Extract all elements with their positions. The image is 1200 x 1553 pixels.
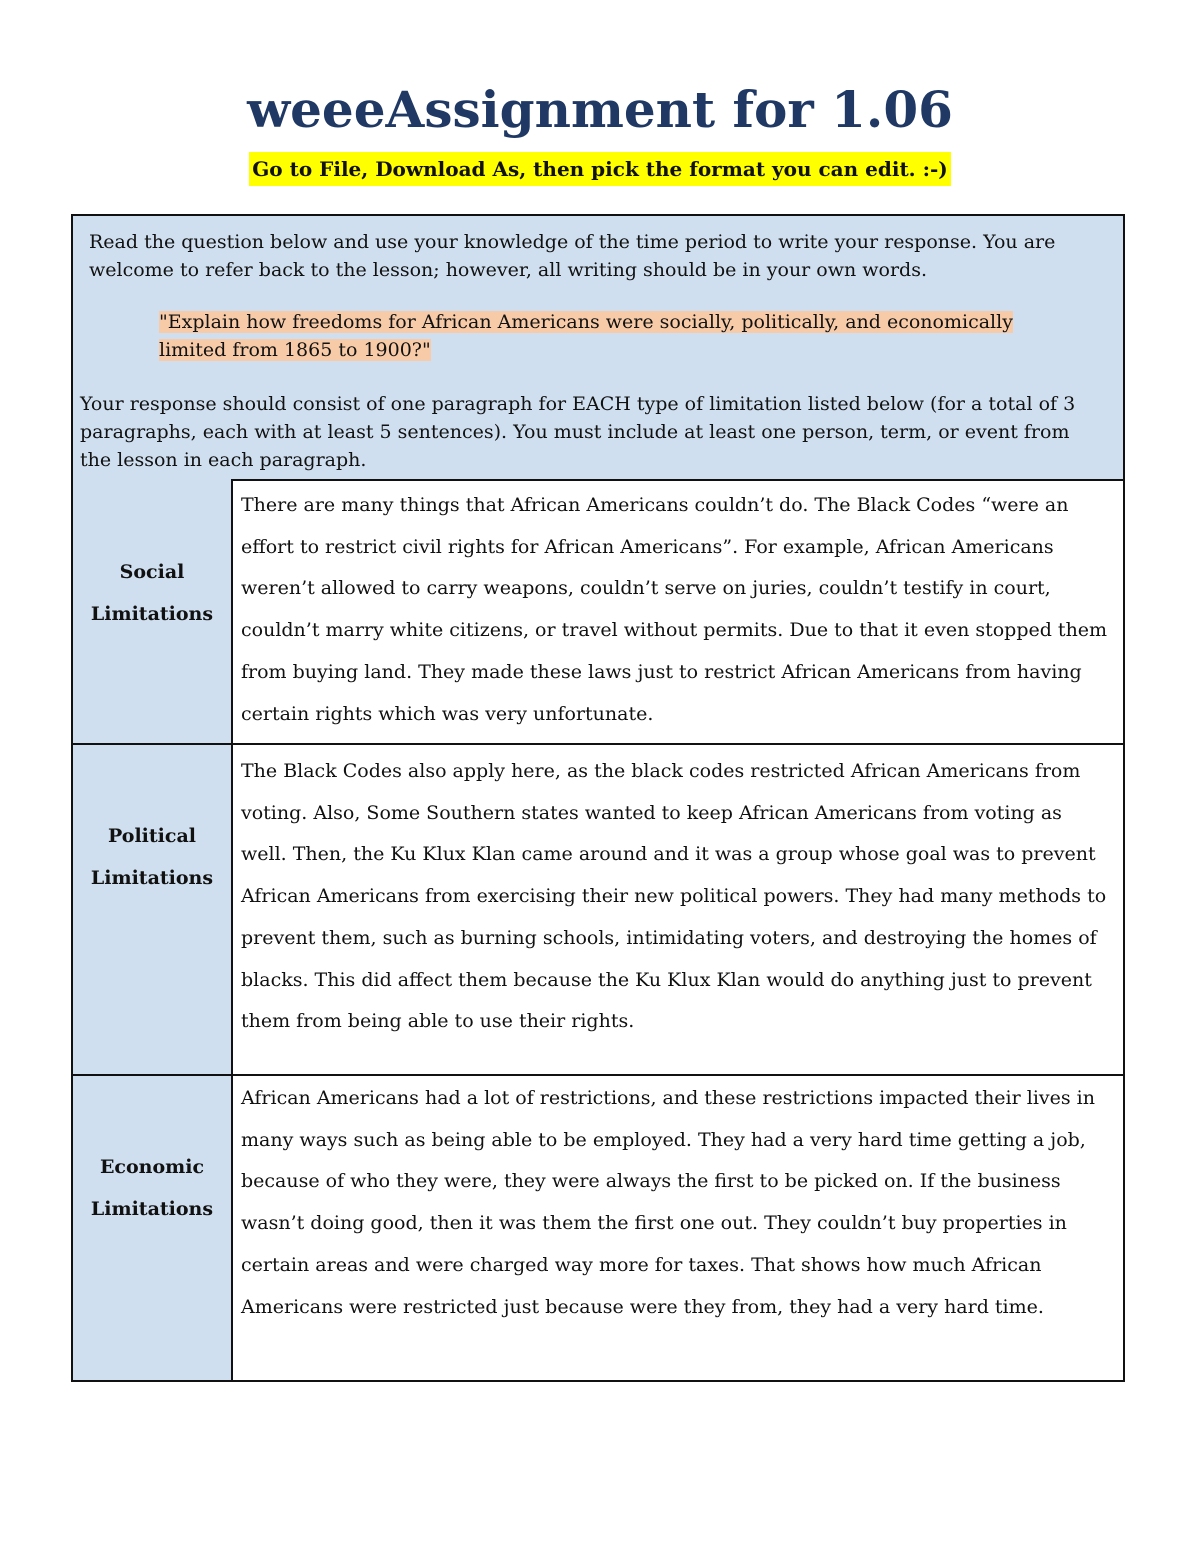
answer-economic[interactable]: African Americans had a lot of restrictions, and these restrictions impacted their lives in many ways such as being able to be employed. They had a very hard time getting a job, because of who they were, they were always the first to be picked on. If the business wasn’t doing good, then it was them the first one out. They couldn’t buy properties in certain areas and were charged way more for taxes. That shows how much African Americans were restricted just because were they from, they had a very hard time. [241, 1087, 1095, 1318]
instructions-intro: Read the question below and use your knowledge of the time period to write your response. You are welcome to refer back to the lesson; however, all writing should be in your own words. [89, 231, 1056, 281]
table-row-economic [73, 1076, 1123, 1380]
subtitle-container [0, 152, 1200, 186]
essay-question-text: "Explain how freedoms for African Americans were socially, politically, and economically limited from 1865 to 1900?" [159, 311, 1013, 361]
document-title: weeeAssignment for 1.06 [247, 80, 953, 139]
response-requirements: Your response should consist of one paragraph for EACH type of limitation listed below (for a total of 3 paragraphs, each with at least 5 sentences). You must include at least one person, term, or event from the lesson in each paragraph. [80, 393, 1076, 471]
row-label-social: Social Limitations [90, 561, 214, 625]
answer-political[interactable]: The Black Codes also apply here, as the black codes restricted African Americans from voting. Also, Some Southern states wanted to keep African Americans from voting as well. Then, the Ku Klux Klan came around and it was a group whose goal was to prevent African Americans from exercising their new political powers. They had many methods to prevent them, such as burning schools, intimidating voters, and destroying the homes of blacks. This did affect them because the Ku Klux Klan would do anything just to prevent them from being able to use their rights. [241, 760, 1107, 1033]
essay-question [159, 308, 1059, 364]
table-row-social [73, 479, 1123, 745]
download-instruction: Go to File, Download As, then pick the format you can edit. :-) [249, 152, 951, 186]
table-row-political [73, 745, 1123, 1076]
assignment-table [71, 214, 1125, 1382]
instructions-cell [73, 216, 1123, 481]
row-label-cell [73, 479, 233, 743]
row-label-cell [73, 1076, 233, 1380]
row-label-political: Political Limitations [90, 824, 214, 889]
row-label-cell [73, 745, 233, 1074]
row-label-economic: Economic Limitations [90, 1156, 214, 1220]
answer-social[interactable]: There are many things that African Americans couldn’t do. The Black Codes “were an effort to restrict civil rights for African Americans”. For example, African Americans weren’t allowed to carry weapons, couldn’t serve on juries, couldn’t testify in court, couldn’t marry white citizens, or travel without permits. Due to that it even stopped them from buying land. They made these laws just to restrict African Americans from having certain rights which was very unfortunate. [241, 494, 1108, 725]
